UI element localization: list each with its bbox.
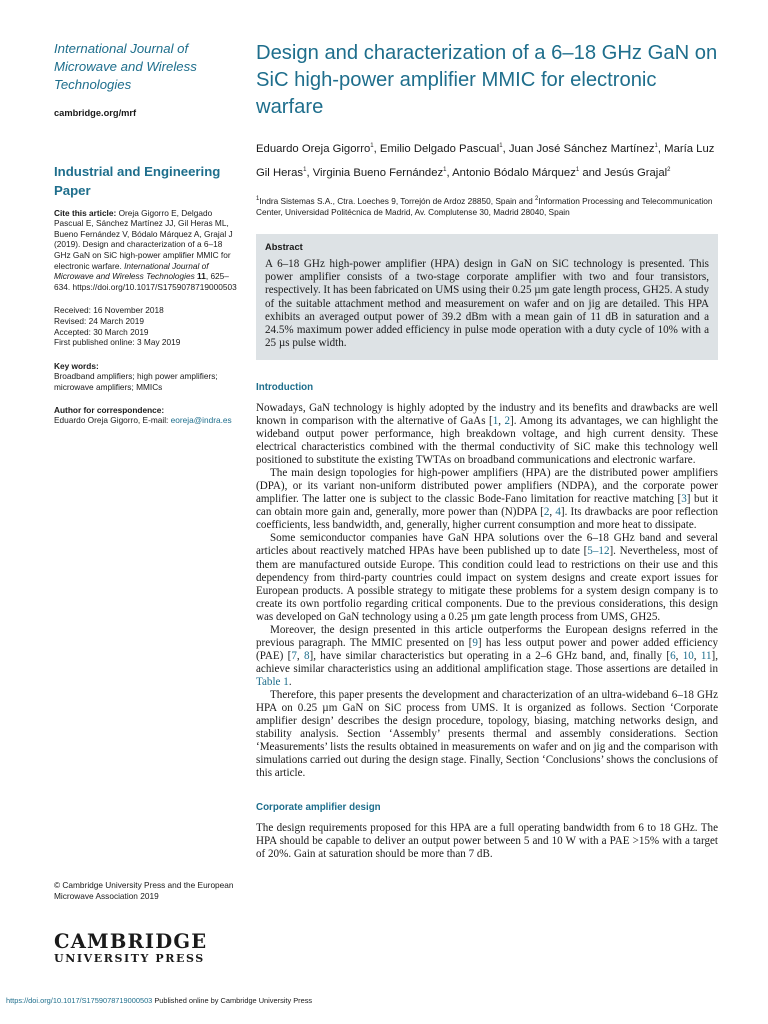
author-list: [256, 136, 718, 184]
introduction-heading: Introduction: [256, 381, 314, 393]
reference-link[interactable]: 7: [291, 649, 297, 662]
published-date: First published online: 3 May 2019: [54, 337, 181, 348]
author-affiliation-mark: 1: [370, 143, 374, 149]
reference-link[interactable]: 10: [682, 649, 694, 662]
reference-link[interactable]: 6: [670, 649, 676, 662]
correspondence: [54, 405, 239, 426]
copyright-notice: © Cambridge University Press and the European Microwave Association 2019: [54, 880, 234, 901]
logo-bottom: UNIVERSITY PRESS: [54, 952, 205, 965]
abstract-text: A 6–18 GHz high-power amplifier (HPA) design in GaN on SiC technology is presented. This power amplifier consists of a two-stage corporate amplifier with two and four transistors, respectively. It has been fabricated on UMS using their 0.25 µm gate length process, GH25. A study of the suitable attachment method and measurement on wafer and on jig are detailed. This HPA exhibits an averaged output power of 39.2 dBm with a mean gain of 11 dB in saturation and a 24.5% maximum power added efficiency in pulse mode operation with a duty cycle of 10% with a 25 µs pulse width.: [265, 258, 709, 349]
corr-email-link[interactable]: eoreja@indra.es: [170, 415, 232, 426]
author-name: , María Luz Gil Heras: [256, 142, 715, 179]
reference-link[interactable]: 4: [555, 506, 561, 519]
paragraph: The design requirements proposed for this HPA are a full operating bandwidth from 6 to 18 GHz. The HPA should be capable to deliver an output power between 5 and 10 W with a PAE >15% with a target of 20%. Gain at saturation should be more than 7 dB.: [256, 822, 718, 861]
article-main: [256, 40, 718, 861]
article-title: Design and characterization of a 6–18 GHz GaN on SiC high-power amplifier MMIC for electronic warfare: [256, 42, 718, 118]
cite-pages[interactable]: , 625–634. https://doi.org/10.1017/S1759078719000503: [54, 271, 237, 292]
footer-doi-link[interactable]: https://doi.org/10.1017/S1759078719000503: [6, 996, 153, 1005]
author-name: , Emilio Delgado Pascual: [373, 142, 500, 155]
corr-label: Author for correspondence:: [54, 404, 165, 415]
author-affiliation-mark: 1: [499, 143, 503, 149]
author-name: , Antonio Bódalo Márquez: [446, 166, 576, 179]
paragraph: Nowadays, GaN technology is highly adopted by the industry and its benefits and drawbacks are well known in comparison with the alternative of GaAs [1, 2]. Among its advantages, we can highlight the wideband output power performance, high breakdown voltage, and high current density. These electrical characteristics combined with the thermal conductivity of SiC make this technology well positioned to substitute the existing TWTAs on broadband communications and electronic warfare.: [256, 401, 718, 467]
accepted-date: Accepted: 30 March 2019: [54, 326, 149, 337]
reference-link[interactable]: 8: [303, 649, 310, 662]
footer-text: Published online by Cambridge University Press: [152, 996, 313, 1005]
introduction-section: [256, 382, 718, 780]
reference-link[interactable]: 3: [681, 493, 687, 506]
journal-name[interactable]: International Journal of Microwave and Wireless Technologies: [54, 41, 197, 92]
affiliation-1: Indra Sistemas S.A., Ctra. Loeches 9, Torrejón de Ardoz 28850, Spain and: [259, 195, 535, 206]
logo-top: CAMBRIDGE: [54, 930, 208, 953]
paragraph: The main design topologies for high-power amplifiers (HPA) are the distributed power amplifiers (DPA), or its variant non-uniform distributed power amplifiers (NDPA), and the corporate power amplifier. The latter one is subject to the classic Bode-Fano limitation for reactive matching [3] but it can obtain more gain and, generally, more power than (N)DPA [2, 4]. Its drawbacks are poor reflection coefficients, less bandwidth, and, generally, higher current consumption and more heat to dissipate.: [256, 467, 718, 532]
cite-label: Cite this article:: [54, 207, 117, 218]
affiliation-mark: 1: [256, 195, 260, 202]
corporate-design-section: [256, 802, 718, 861]
author-affiliation-mark: 1: [443, 166, 447, 173]
reference-link[interactable]: 9: [472, 636, 478, 649]
keywords: [54, 361, 239, 393]
citation: [54, 208, 239, 293]
journal-site-link[interactable]: cambridge.org/mrf: [54, 108, 137, 118]
reference-link[interactable]: 1: [492, 415, 499, 427]
paragraph: Moreover, the design presented in this article outperforms the European designs referred in the previous paragraph. The MMIC presented on [9] has less output power and power added efficiency (PAE) [7, 8], have similar characteristics but operating in a 2–6 GHz band, and, finally [6, 10, 11], achieve similar characteristics using an additional amplification stage. Those assertions are detailed in Table 1.: [256, 623, 719, 688]
author-affiliation-mark: 1: [575, 166, 580, 173]
sidebar: [54, 40, 239, 426]
reference-link[interactable]: 11: [700, 649, 712, 662]
paper-type: Industrial and Engineering Paper: [54, 163, 221, 198]
affiliation-2: Information Processing and Telecommunication Center, Universidad Politécnica de Madrid, Av. Complutense 30, Madrid 28040, Spain: [256, 195, 713, 218]
author-name: Eduardo Oreja Gigorro: [256, 142, 371, 155]
reference-link[interactable]: 5–12: [587, 545, 610, 558]
author-affiliation-mark: 2: [667, 166, 671, 173]
abstract-box: [256, 234, 718, 360]
introduction-body: [256, 402, 718, 780]
author-affiliation-mark: 1: [654, 143, 658, 149]
affiliations: [256, 193, 718, 219]
cite-text: Oreja Gigorro E, Delgado Pascual E, Sánchez Martínez JJ, Gil Heras ML, Bueno Fernández V, Bódalo Márquez A, Grajal J (2019). Design and characterization of a 6–18 GHz GaN on SiC high-power amplifier MMIC for electronic warfare.: [54, 207, 233, 271]
cambridge-logo: [54, 930, 207, 965]
table-link[interactable]: Table 1: [256, 675, 289, 688]
paragraph: Therefore, this paper presents the development and characterization of an ultra-wideband 6–18 GHz HPA on 0.25 µm GaN on SiC process from UMS. It is organized as follows. Section ‘Corporate amplifier design’ describes the design procedure, topology, biasing, matching networks design, and stability analysis. Section ‘Assembly’ presents thermal and assembly considerations. Section ‘Measurements’ lists the results obtained in measurements on wafer and on jig and the comparison with simulations carried out during the design stage. Finally, Section ‘Conclusions’ shows the conclusions of this article.: [256, 688, 718, 780]
received-date: Received: 16 November 2018: [54, 305, 164, 316]
abstract-heading: Abstract: [265, 242, 303, 253]
author-name: and Jesús Grajal: [579, 166, 668, 179]
reference-link[interactable]: 2: [504, 415, 511, 427]
keywords-list: Broadband amplifiers; high power amplifiers; microwave amplifiers; MMICs: [54, 371, 218, 392]
author-name: , Virginia Bueno Fernández: [306, 166, 444, 179]
revised-date: Revised: 24 March 2019: [54, 315, 144, 326]
author-affiliation-mark: 1: [303, 166, 307, 173]
corporate-design-body: [256, 822, 718, 861]
keywords-label: Key words:: [54, 360, 99, 371]
corporate-design-heading: Corporate amplifier design: [256, 802, 381, 814]
cite-journal: International Journal of Microwave and Wireless Technologies: [54, 260, 209, 282]
author-name: , Juan José Sánchez Martínez: [502, 142, 655, 155]
page-footer: [6, 996, 312, 1005]
article-dates: [54, 305, 239, 347]
affiliation-mark: 2: [535, 195, 539, 202]
paragraph: Some semiconductor companies have GaN HPA solutions over the 6–18 GHz band and several articles about reactively matched HPAs have been published up to date [5–12]. Nevertheless, most of them are manufactured outside Europe. This condition could lead to restrictions on their use and this dependency from third-party countries could impact on system designs and create export issues for European products. A possible strategy to mitigate these problems for a system design company is to create its own portfolio regarding critical components. Due to the previous considerations, this design was developed on GaN technology using a 0.25 µm gate length process from UMS, GH25.: [256, 532, 718, 623]
reference-link[interactable]: 2: [543, 506, 550, 519]
cite-volume: 11: [197, 271, 206, 282]
corr-name: Eduardo Oreja Gigorro, E-mail:: [54, 415, 171, 426]
